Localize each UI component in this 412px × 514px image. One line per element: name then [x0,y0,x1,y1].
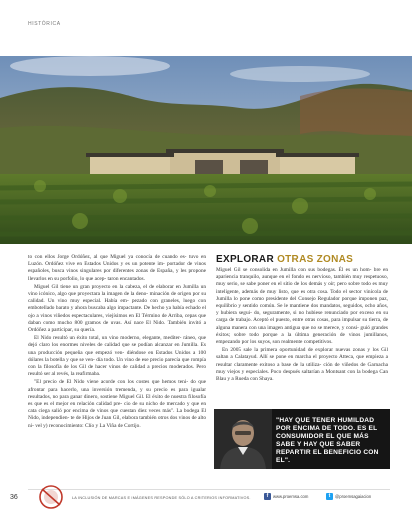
paragraph: En 2005 sale la primera oportunidad de explorar nuevas zonas y los Gil saltan a Calatayud. Allí se pone en marcha el proyecto Atteca, que empieza a resultar claramente exitoso a base de la utiliza- ción de viñedos de Garnacha muy viejos y especiales. Poco después saltarían a Montsant con la bodega Can Blau y a Rueda con Shaya. [216,347,388,383]
twitter-icon: t [326,493,333,500]
right-column [216,254,388,384]
footer-disclaimer: LA INCLUSIÓN DE MARCAS E IMÁGENES RESPONDE SÓLO A CRITERIOS INFORMATIVOS. [72,496,251,500]
page-number: 36 [10,494,18,501]
pull-quote [214,409,390,469]
subhead-word-1: EXPLORAR [216,254,274,265]
footer-divider [28,489,390,490]
facebook-text: www.proemsa.com [273,494,309,499]
subhead-word-2: OTRAS ZONAS [277,254,354,265]
section-label: HISTÓRICA [28,21,61,27]
section-subhead [216,254,388,265]
left-column [28,254,206,431]
portrait-photo [214,409,272,469]
facebook-icon: f [264,493,271,500]
magazine-logo [36,485,66,514]
twitter-text: @proemsagaiacion [335,494,372,499]
paragraph: El Nido resultó un éxito total, un vino moderno, elegante, mediter- ráneo, que dejó claro los enormes niveles de calidad que se podían alcanzar en Jumilla. Es una producción pequeña que empezó ven- diéndose en Estados Unidos a 100 dólares la botella y que se ven- día todo. Un vino de ese precio parecía que rompía con la filosofía de los Gil de hacer vinos de calidad a precios moderados. Pero resultó ser al revés, la reafirmaba. [28,335,206,378]
facebook-link[interactable] [264,493,308,500]
paragraph: Miguel Gil tiene un gran proyecto en la cabeza, el de elaborar en Jumilla un vino icónico, algo que proyectara la imagen de la deno- minación de origen por su calidad. Un vino muy especial. Había em- pezado con graneles, luego con embotellado barato y ahora buscaba algo impactante. De hecho ya había echado el ojo a vinos viñedos espectaculares, viejísimos en El Término de Arriba, cepas que daban como mucho 800 gramos de uvas. Así nace El Nido. También invitó a Ordóñez a participar, su quería. [28,283,206,334]
vineyard-photo [0,56,412,244]
paragraph: Miguel Gil se consolida en Jumilla con sus bodegas. Él es un hom- bre en apariencia tranquilo, aunque en el fondo es nervioso, también muy respetuoso, muy serio, se sabe poner en el sitio de los demás y oír; pero sobre todo es muy inteligente, además de muy listo, que es otra cosa. Todo el sector vinícola de Jumilla lo pone como presidente del Consejo Regulador porque imponen paz, equilibrio y sentido común. Se le mantiene dos mandatos, seguidos, ocho años, y hubiera segui- do, seguramente, si no hubiese renunciado por exceso en su carga de trabajo. Aceptó el puesto, entre otras cosas, para impulsar su tierra, de alguna manera con una imagen antigua que no se merece, y consi- guió grandes éxitos; sobre todo porque a la última generación de vinos jumillanos, empezando por los suyos, son realmente competitivos. [216,267,388,346]
twitter-link[interactable] [326,493,371,500]
paragraph: "El precio de El Nido viene acorde con los costes que hemos teni- do que afrontar para hacerlo, una inversión tremenda, y su precio es para igualar resultados, no para ganar dinero, sostiene Miguel Gil. El éxito de nuestra filosofía es que es el mejor en relación calidad pre- cio de su nicho de mercado y que en cata ciega salió por encima de vinos que cuestan diez veces más". La bodega El Nido, independien- te de Hijos de Juan Gil, elabora también otros dos vinos de alto ni- vel y) reconocimiento: Clío y La Viña de Cortijo. [28,379,206,429]
paragraph: to con ellos Jorge Ordóñez, al que Miguel ya conocía de cuando es- tuvo en Luzón. Ordóñez vive en Estados Unidos y es un potente im- portador de vinos españoles, busca vinos singulares por diferentes zonas de España, y les propone llevarlos en su porfolio, lo que acep- taron encantados. [28,254,206,282]
quote-text: "HAY QUE TENER HUMILDAD POR ENCIMA DE TODO. ES EL CONSUMIDOR EL QUE MÁS SABE Y HAY QUE SABER REPARTIR EL BENEFICIO CON EL". [276,417,379,465]
